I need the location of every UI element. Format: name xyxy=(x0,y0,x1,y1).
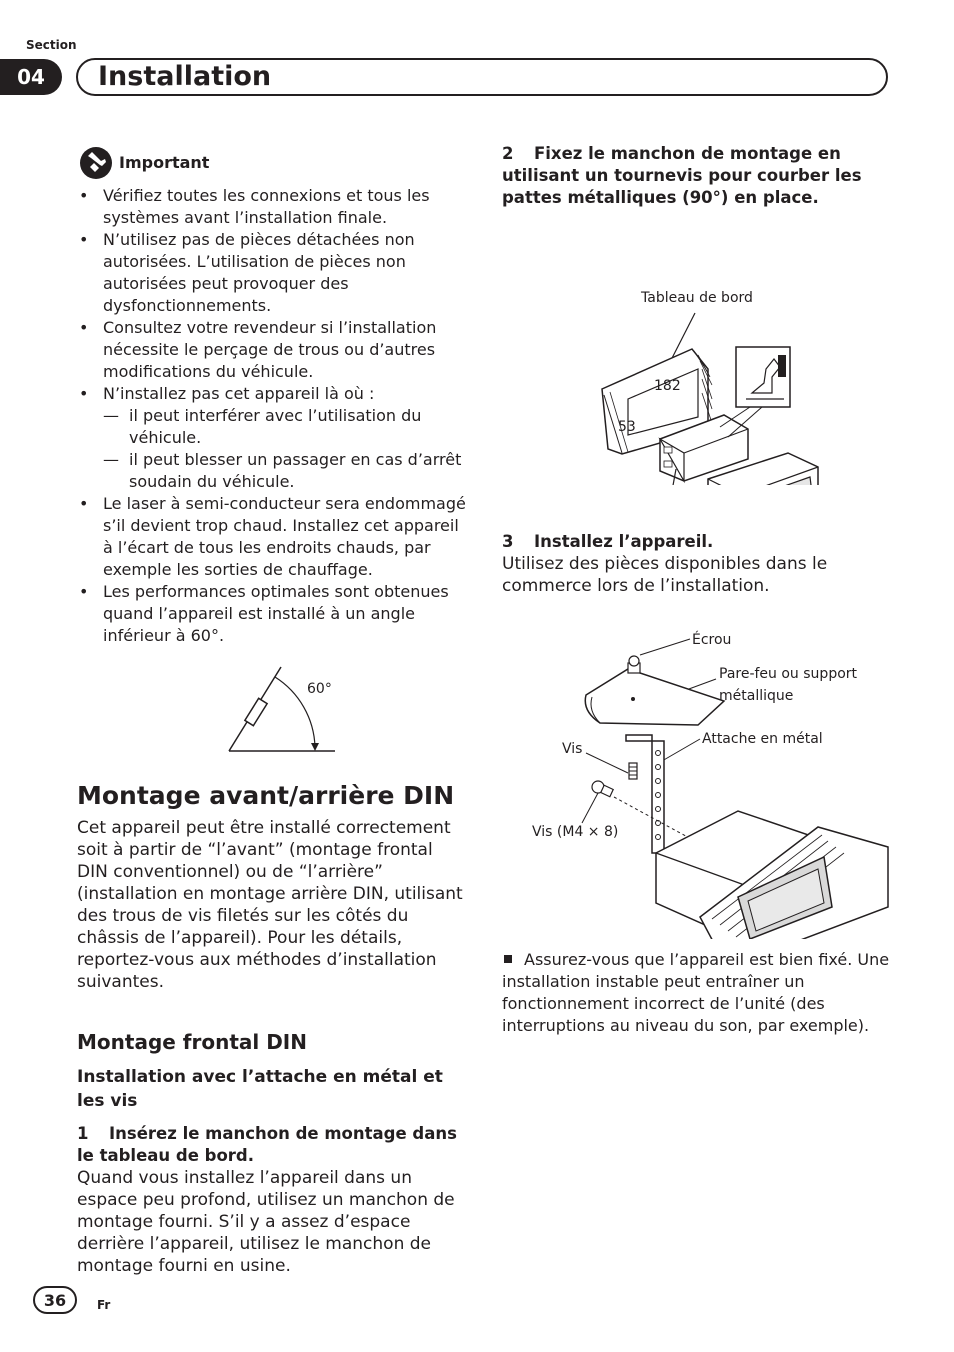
section-heading: Montage avant/arrière DIN xyxy=(77,781,455,810)
step-number: 3 xyxy=(502,532,514,551)
step-3-body: Utilisez des pièces disponibles dans le commerce lors de l’installation. xyxy=(502,554,828,596)
list-item: • N’utilisez pas de pièces détachées non autorisées. L’utilisation de pièces non autorisées peut provoquer des dysfonctionnements. xyxy=(77,229,467,317)
label-firewall-line2: métallique xyxy=(719,688,794,704)
section-number-badge: 04 xyxy=(0,59,62,95)
angle-label: 60° xyxy=(307,681,332,697)
list-item: • Le laser à semi-conducteur sera endommagé s’il devient trop chaud. Installez cet appareil à l’écart de tous les endroits chauds, par exemple les sorties de chauffage. xyxy=(77,493,467,581)
label-metal-strap: Attache en métal xyxy=(702,731,823,747)
sub-list-item: — il peut interférer avec l’utilisation du véhicule. xyxy=(103,405,467,449)
important-title: Important xyxy=(119,153,210,172)
important-heading xyxy=(79,145,467,181)
unit-outline xyxy=(245,698,267,725)
step-1-body: Quand vous installez l’appareil dans un espace peu profond, utilisez un manchon de montage fourni. S’il y a assez d’espace derrière l’appareil, utilisez le manchon de montage fourni en usine. xyxy=(77,1168,455,1276)
list-item: • Consultez votre revendeur si l’installation nécessite le perçage de trous ou d’autres modifications du véhicule. xyxy=(77,317,467,383)
dimension-width: 182 xyxy=(654,378,681,394)
angle-diagram xyxy=(227,663,337,757)
subsection-heading: Montage frontal DIN xyxy=(77,1030,307,1054)
language-code: Fr xyxy=(97,1298,111,1312)
sub-list xyxy=(103,405,467,493)
right-column xyxy=(502,143,892,1037)
metal-strap xyxy=(626,735,664,853)
sub-list-item: — il peut blesser un passager en cas d’arrêt soudain du véhicule. xyxy=(103,449,467,493)
page-number: 36 xyxy=(33,1286,77,1314)
note-text: Assurez-vous que l’appareil est bien fixé. Une installation instable peut entraîner un fonctionnement incorrect de l’unité (des interruptions au niveau du son, par exemple). xyxy=(502,950,890,1035)
label-nut: Écrou xyxy=(692,632,732,648)
section-label: Section xyxy=(26,38,77,52)
nut-part xyxy=(628,656,640,673)
subsubsection-heading: Installation avec l’attache en métal et les vis xyxy=(77,1067,443,1111)
label-firewall-line1: Pare-feu ou support xyxy=(719,666,858,682)
section-body: Cet appareil peut être installé correctement soit à partir de “l’avant” (montage frontal DIN conventionnel) ou de “l’arrière” (installation en montage arrière DIN, utilisant des trous de vis filetés sur les côtés du châssis de l’appareil). Pour les détails, reportez-vous aux méthodes d’installation suivantes. xyxy=(77,818,463,992)
list-item-text: N’installez pas cet appareil là où : xyxy=(103,384,375,403)
label-screw-m4: Vis (M4 × 8) xyxy=(532,824,619,840)
important-icon xyxy=(79,146,113,180)
label-screw: Vis xyxy=(562,741,583,757)
note-square-icon xyxy=(504,955,512,963)
dimension-height: 53 xyxy=(618,419,636,435)
step-1-title xyxy=(77,1123,467,1167)
step-number: 2 xyxy=(502,144,514,163)
label-dashboard: Tableau de bord xyxy=(641,290,753,306)
step-2-title xyxy=(502,143,892,209)
page-title: Installation xyxy=(98,61,272,92)
important-list xyxy=(77,185,467,647)
screw-part xyxy=(629,763,637,779)
left-column xyxy=(77,145,467,1277)
firewall-plate xyxy=(585,669,724,725)
list-item: • Les performances optimales sont obtenues quand l’appareil est installé à un angle inférieur à 60°. xyxy=(77,581,467,647)
step-title-text: Fixez le manchon de montage en utilisant un tournevis pour courber les pattes métalliques (90°) en place. xyxy=(502,144,862,207)
list-item xyxy=(77,383,467,493)
mounting-sleeve-diagram xyxy=(502,209,892,485)
screwdriver-inset xyxy=(736,347,790,407)
step-title-text: Installez l’appareil. xyxy=(534,532,714,551)
step-title-text: Insérez le manchon de montage dans le tableau de bord. xyxy=(77,1124,457,1165)
metal-strap-diagram xyxy=(502,607,892,939)
angle-arrow xyxy=(311,743,319,751)
list-item: • Vérifiez toutes les connexions et tous les systèmes avant l’installation finale. xyxy=(77,185,467,229)
step-3-title xyxy=(502,531,892,553)
note-paragraph xyxy=(502,949,892,1037)
step-number: 1 xyxy=(77,1124,89,1143)
